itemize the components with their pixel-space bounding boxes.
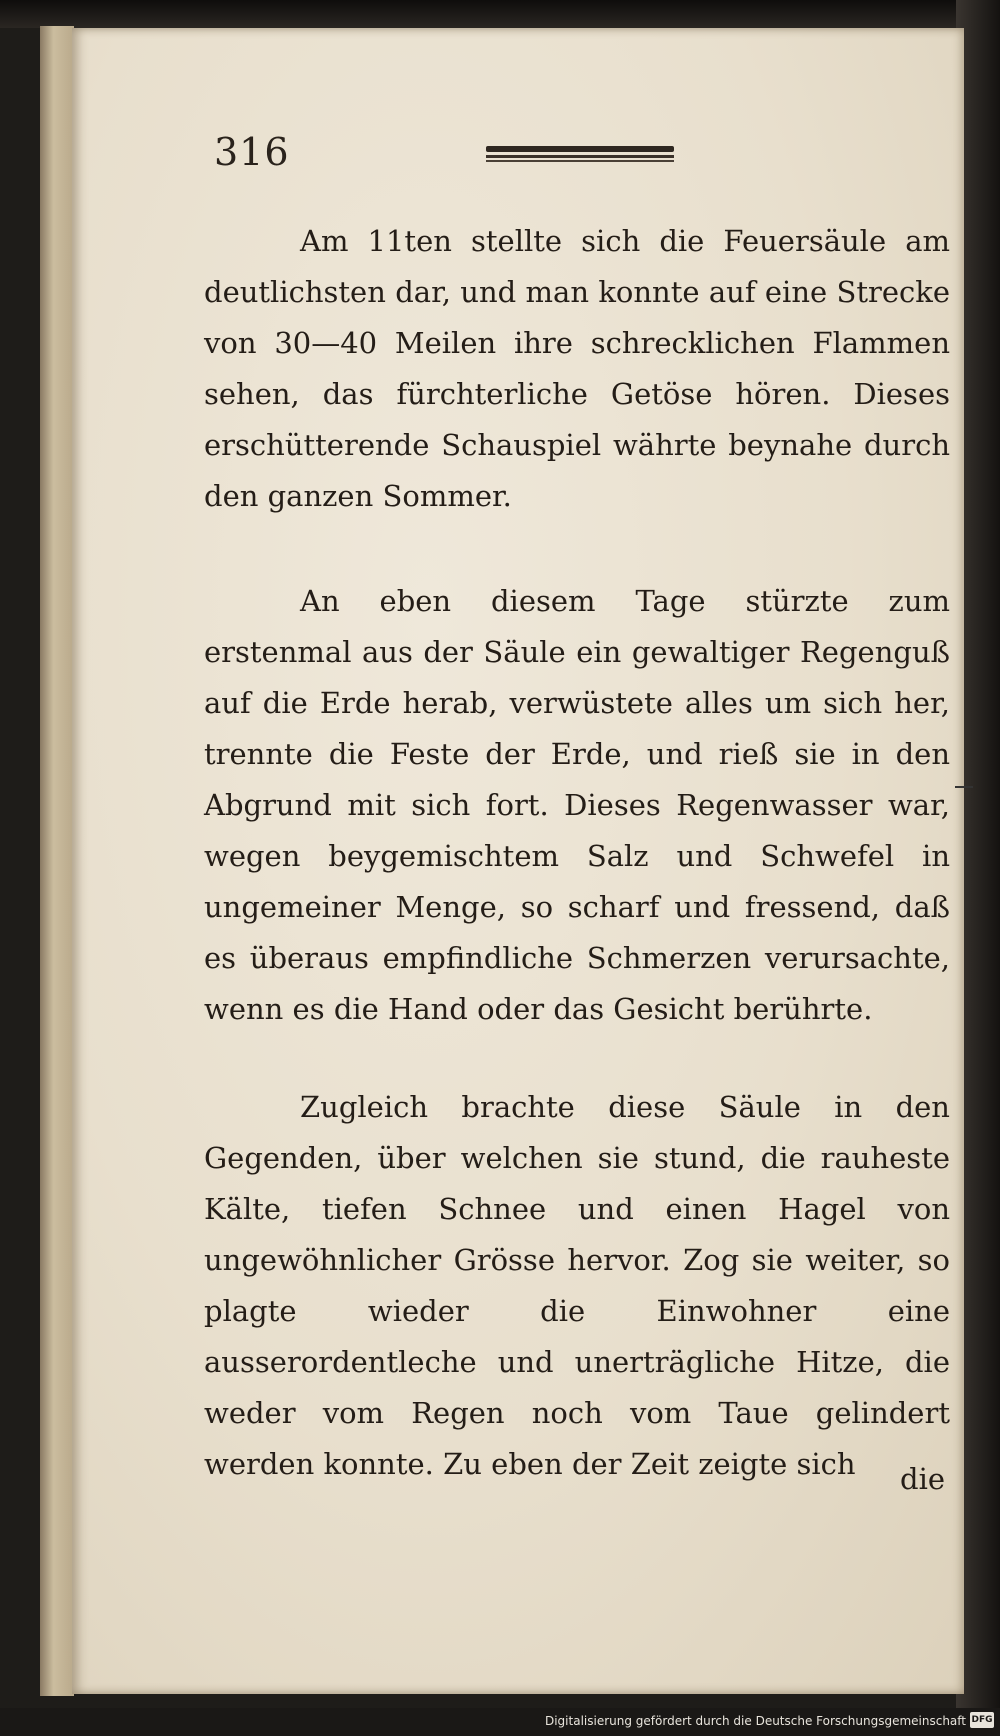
scan-top-edge (0, 0, 1000, 28)
paragraph-2: An eben diesem Tage stürzte zum erstenmal aus der Säule ein gewaltiger Regenguß auf die Erde herab, verwüstete alles um sich her, trennte die Feste der Erde, und rieß sie in den Abgrund mit sich fort. Dieses Regenwasser war, wegen beygemischtem Salz und Schwefel in ungemeiner Menge, so scharf und fressend, daß es überaus empfindliche Schmerzen verursachte, wenn es die Hand oder das Gesicht berührte. (204, 584, 950, 1026)
page-number: 316 (214, 130, 290, 174)
book-binding-edge (40, 26, 74, 1696)
paragraph-1: Am 11ten stellte sich die Feuersäule am deutlichsten dar, und man konnte auf eine Strecke von 30—40 Meilen ihre schrecklichen Flammen sehen, das fürchterliche Getöse hören. Dieses erschütterende Schauspiel währte beynahe durch den ganzen Sommer. (204, 224, 950, 513)
catchword: die (900, 1462, 946, 1496)
margin-mark (955, 786, 973, 788)
paragraph-3: Zugleich brachte diese Säule in den Gegenden, über welchen sie stund, die rauheste Kälte, tiefen Schnee und einen Hagel von ungewöhnlicher Grösse hervor. Zog sie weiter, so plagte wieder die Einwohner eine ausserordentleche und unerträgliche Hitze, die weder vom Regen noch vom Taue gelindert werden konnte. Zu eben der Zeit zeigte sich (204, 1090, 950, 1481)
dfg-logo-icon: DFG (970, 1712, 994, 1728)
digitization-credit: Digitalisierung gefördert durch die Deutsche Forschungsgemeinschaft (544, 1714, 966, 1728)
header-ornament (486, 146, 674, 164)
